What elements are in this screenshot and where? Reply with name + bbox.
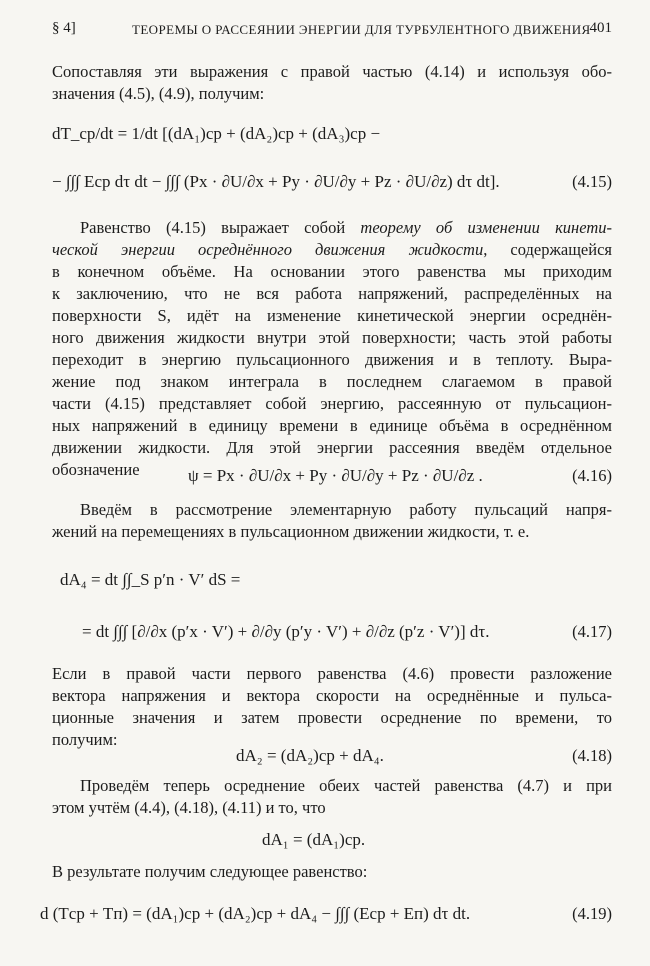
text-line: движении жидкости. Для этой энергии рассеяния введём отдельное xyxy=(52,438,612,457)
text-line: поверхности S, идёт на изменение кинетической энергии осреднён- xyxy=(52,306,612,325)
equation-number: (4.18) xyxy=(572,746,612,765)
text-line: в конечном объёме. На основании этого равенства мы приходим xyxy=(52,262,612,281)
equation-number: (4.16) xyxy=(572,466,612,485)
page-number: 401 xyxy=(589,20,612,36)
equation-number: (4.17) xyxy=(572,622,612,641)
equation-4-18: dA₂ = (dA₂)ср + dA₄. (4.18) xyxy=(236,746,612,765)
running-header xyxy=(52,20,612,44)
text-line: переходит в энергию пульсационного движения и в теплоту. Выра- xyxy=(52,350,612,369)
text-line: жение под знаком интеграла в последнем слагаемом в правой xyxy=(52,372,612,391)
text-line: вектора напряжения и вектора скорости на осреднённые и пульса- xyxy=(52,686,612,705)
text-line: ческой энергии осреднённого движения жидкости, содержащейся xyxy=(52,240,612,259)
text-line: части (4.15) представляет собой энергию, рассеянную от пульсацион- xyxy=(52,394,612,413)
equation-4-17-line1: dA₄ = dt ∫∫_S p′n · V′ dS = xyxy=(60,570,241,589)
section-mark: § 4] xyxy=(52,20,76,36)
running-title: ТЕОРЕМЫ О РАССЕЯНИИ ЭНЕРГИИ ДЛЯ ТУРБУЛЕНТНОГО ДВИЖЕНИЯ xyxy=(132,22,591,37)
text-line: ного движения жидкости внутри этой поверхности; часть этой работы xyxy=(52,328,612,347)
equation-number: (4.19) xyxy=(572,904,612,923)
equation-a1: dA₁ = (dA₁)ср. xyxy=(262,830,366,849)
equation-4-15-line2: − ∫∫∫ Eср dτ dt − ∫∫∫ (Px · ∂U/∂x + Py · ∂U/∂y + Pz · ∂U/∂z) dτ dt]. (4.15) xyxy=(52,172,612,191)
equation-number: (4.15) xyxy=(572,172,612,191)
equation-4-16: ψ = Px · ∂U/∂x + Py · ∂U/∂y + Pz · ∂U/∂z . (4.16) xyxy=(188,466,612,485)
text-line: к заключению, что не вся работа напряжений, распределённых на xyxy=(52,284,612,303)
text-line: Проведём теперь осреднение обеих частей равенства (4.7) и при xyxy=(80,776,612,795)
equation-4-17-line2: = dt ∫∫∫ [∂/∂x (p′x · V′) + ∂/∂y (p′y · V′) + ∂/∂z (p′z · V′)] dτ. (4.17) xyxy=(82,622,612,641)
equation-4-19: d (Tср + Tп) = (dA₁)ср + (dA₂)ср + dA₄ − ∫∫∫ (Eср + Eп) dτ dt. (4.19) xyxy=(40,904,612,923)
equation-4-15-line1: dT_ср/dt = 1/dt [(dA₁)ср + (dA₂)ср + (dA₃)ср − xyxy=(52,124,381,143)
text-line: ционные значения и затем провести осреднение по времени, то xyxy=(52,708,612,727)
text-line: Сопоставляя эти выражения с правой частью (4.14) и используя обо- xyxy=(52,62,612,81)
text-line: В результате получим следующее равенство: xyxy=(52,862,368,881)
text-line: жений на перемещениях в пульсационном движении жидкости, т. е. xyxy=(52,522,530,541)
text-line: Равенство (4.15) выражает собой теорему об изменении кинети- xyxy=(80,218,612,237)
text-line: этом учтём (4.4), (4.18), (4.11) и то, что xyxy=(52,798,326,817)
text-line: Введём в рассмотрение элементарную работу пульсаций напря- xyxy=(80,500,612,519)
text-line: Если в правой части первого равенства (4.6) провести разложение xyxy=(52,664,612,683)
text-line: ных напряжений в единицу времени в единице объёма в осреднённом xyxy=(52,416,612,435)
text-line: обозначение xyxy=(52,460,140,479)
text-line: получим: xyxy=(52,730,118,749)
text-line: значения (4.5), (4.9), получим: xyxy=(52,84,265,103)
